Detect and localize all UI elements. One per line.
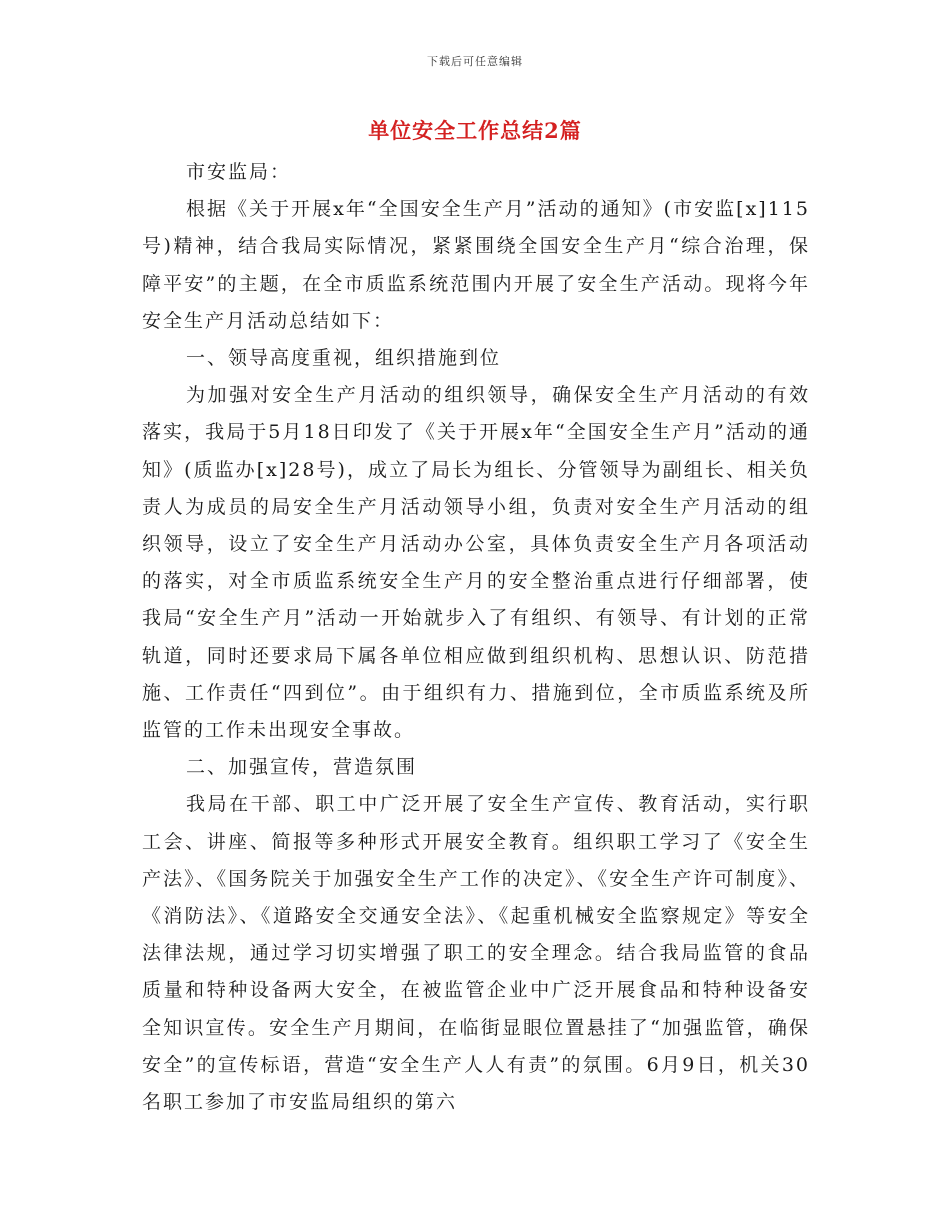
salutation: 市安监局： bbox=[186, 161, 292, 183]
body-paragraph: 我局在干部、职工中广泛开展了安全生产宣传、教育活动，实行职工会、讲座、简报等多种形式开展安全教育。组织职工学习了《安全生产法》、《国务院关于加强安全生产工作的决定》、《安全生产许可制度》、《消防法》、《道路安全交通安全法》、《起重机械安全监察规定》等安全法律法规，通过学习切实增强了职工的安全理念。结合我局监管的食品质量和特种设备两大安全，在被监管企业中广泛开展食品和特种设备安全知识宣传。安全生产月期间，在临街显眼位置悬挂了“加强监管，确保安全”的宣传标语，营造“安全生产人人有责”的氛围。6月9日，机关30名职工参加了市安监局组织的第六 bbox=[142, 793, 810, 1114]
section-heading: 一、领导高度重视，组织措施到位 bbox=[186, 347, 502, 370]
section-heading: 二、加强宣传，营造氛围 bbox=[186, 756, 418, 779]
body-paragraph: 为加强对安全生产月活动的组织领导，确保安全生产月活动的有效落实，我局于5月18日印发了《关于开展x年“全国安全生产月”活动的通知》(质监办[x]28号)，成立了局长为组长、分管领导为副组长、相关负责人为成员的局安全生产月活动领导小组，负责对安全生产月活动的组织领导，设立了安全生产月活动办公室，具体负责安全生产月各项活动的落实，对全市质监系统安全生产月的安全整治重点进行仔细部署，使我局“安全生产月”活动一开始就步入了有组织、有领导、有计划的正常轨道，同时还要求局下属各单位相应做到组织机构、思想认识、防范措施、工作责任“四到位”。由于组织有力、措施到位，全市质监系统及所监管的工作未出现安全事故。 bbox=[142, 384, 810, 742]
document-title: 单位安全工作总结2篇 bbox=[368, 118, 582, 143]
document-body bbox=[142, 154, 810, 1121]
body-paragraph: 根据《关于开展x年“全国安全生产月”活动的通知》(市安监[x]115号)精神，结合我局实际情况，紧紧围绕全国安全生产月“综合治理，保障平安”的主题，在全市质监系统范围内开展了安全生产活动。现将今年安全生产月活动总结如下： bbox=[142, 198, 810, 332]
header-note: 下载后可任意编辑 bbox=[427, 55, 523, 68]
